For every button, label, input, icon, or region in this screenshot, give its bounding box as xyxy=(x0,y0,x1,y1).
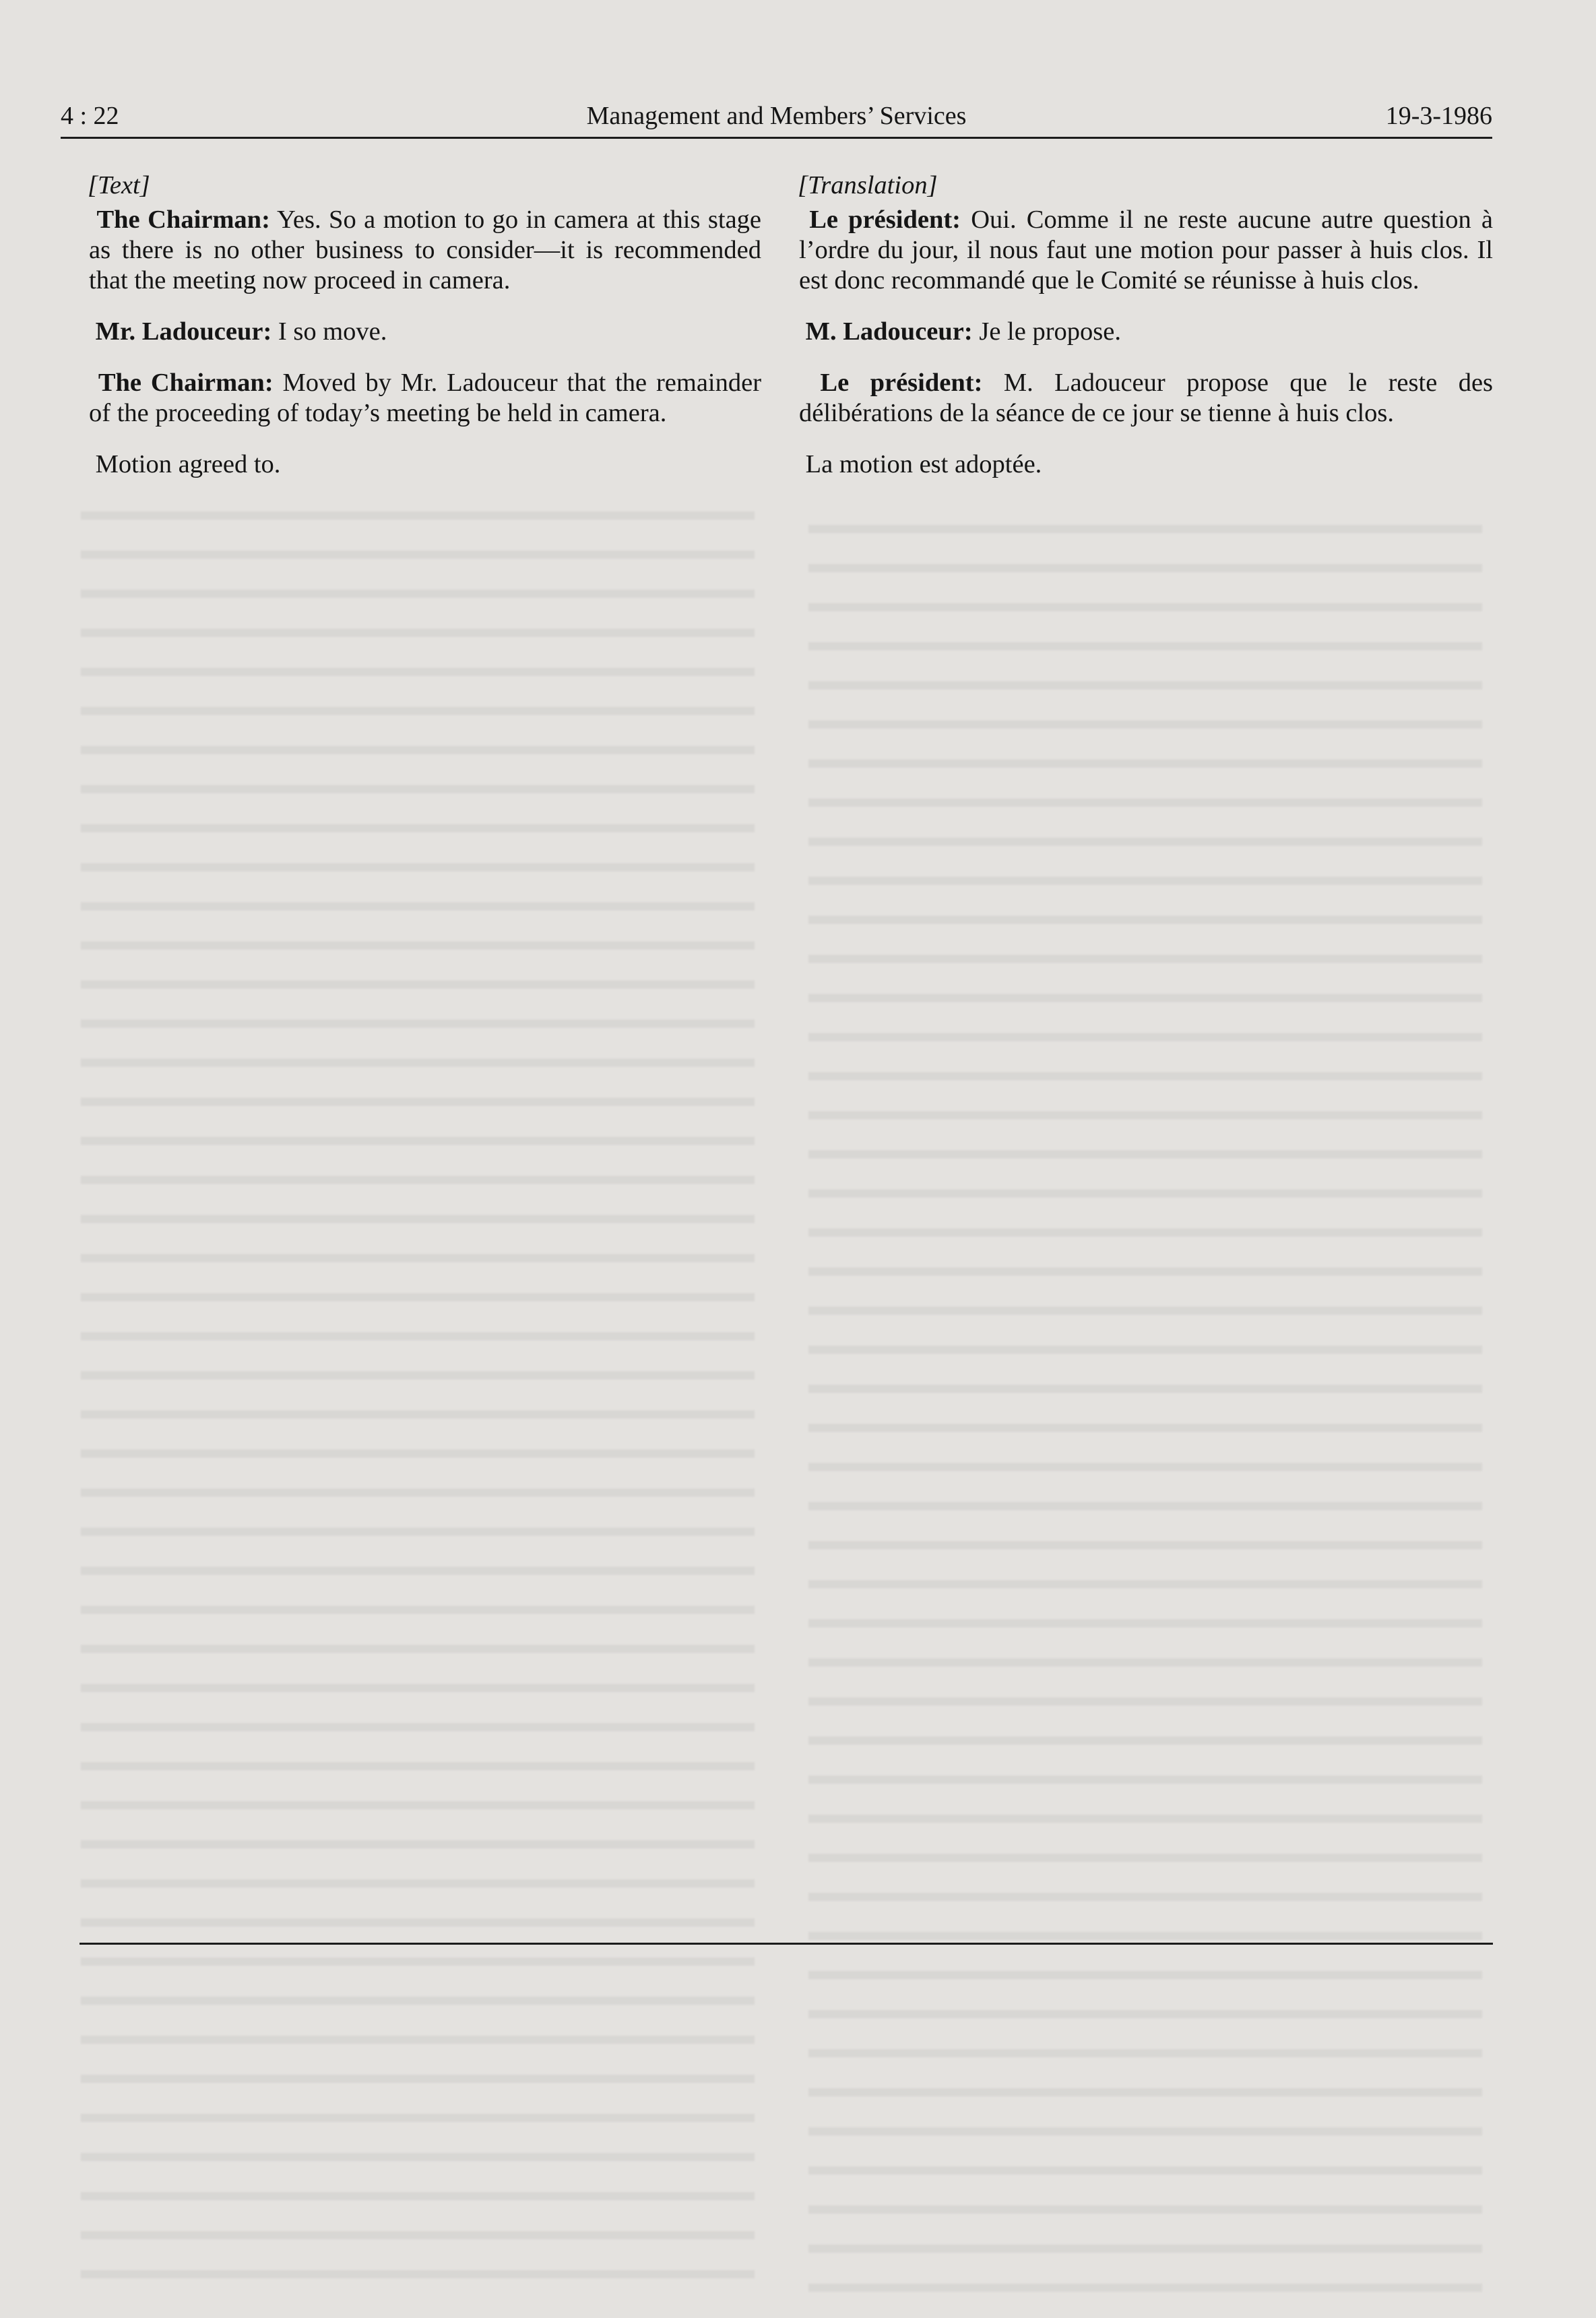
speaker-name: Le président: xyxy=(809,206,961,234)
paragraph-text: Motion agreed to. xyxy=(95,450,281,478)
footer-rule xyxy=(79,1943,1493,1945)
paragraph-text: Oui. Comme il ne reste aucune autre question à l’ordre du jour, il nous faut une motion pour passer à huis clos. Il est donc recommandé que le Comité se réunisse à huis clos. xyxy=(799,206,1494,294)
paragraph xyxy=(89,368,761,429)
french-column xyxy=(799,170,1493,501)
paragraph xyxy=(799,368,1493,429)
speaker-name: Le président: xyxy=(820,369,983,397)
paragraph-text: Je le propose. xyxy=(979,317,1121,346)
section-tag-text: [Text] xyxy=(88,171,150,199)
paragraph xyxy=(799,449,1493,480)
paragraph-text: M. Ladouceur propose que le reste des délibérations de la séance de ce jour se tienne à huis clos. xyxy=(799,369,1494,427)
paragraph xyxy=(89,205,761,296)
running-title: Management and Members’ Services xyxy=(586,102,967,130)
english-column xyxy=(89,170,761,501)
page-date: 19-3-1986 xyxy=(1385,102,1492,130)
paragraph xyxy=(799,317,1493,347)
bleed-through-left xyxy=(81,485,755,2305)
paragraph-text: Yes. So a motion to go in camera at this stage as there is no other business to consider—it is recommended that the meeting now proceed in camera. xyxy=(89,206,762,294)
paragraph xyxy=(799,205,1493,296)
section-tag-translation: [Translation] xyxy=(798,171,938,199)
speaker-name: Mr. Ladouceur: xyxy=(95,317,272,346)
page-header xyxy=(61,101,1492,140)
header-rule xyxy=(61,137,1492,139)
paragraph-text: La motion est adoptée. xyxy=(805,450,1042,478)
speaker-name: M. Ladouceur: xyxy=(805,317,973,346)
paragraph xyxy=(89,317,761,347)
speaker-name: The Chairman: xyxy=(96,206,270,234)
page-number: 4 : 22 xyxy=(61,102,119,130)
speaker-name: The Chairman: xyxy=(98,369,274,397)
paragraph-text: Moved by Mr. Ladouceur that the remainder of the proceeding of today’s meeting be held in camera. xyxy=(89,369,762,427)
bleed-through-right xyxy=(808,499,1482,2318)
paragraph xyxy=(89,449,761,480)
paragraph-text: I so move. xyxy=(278,317,387,346)
